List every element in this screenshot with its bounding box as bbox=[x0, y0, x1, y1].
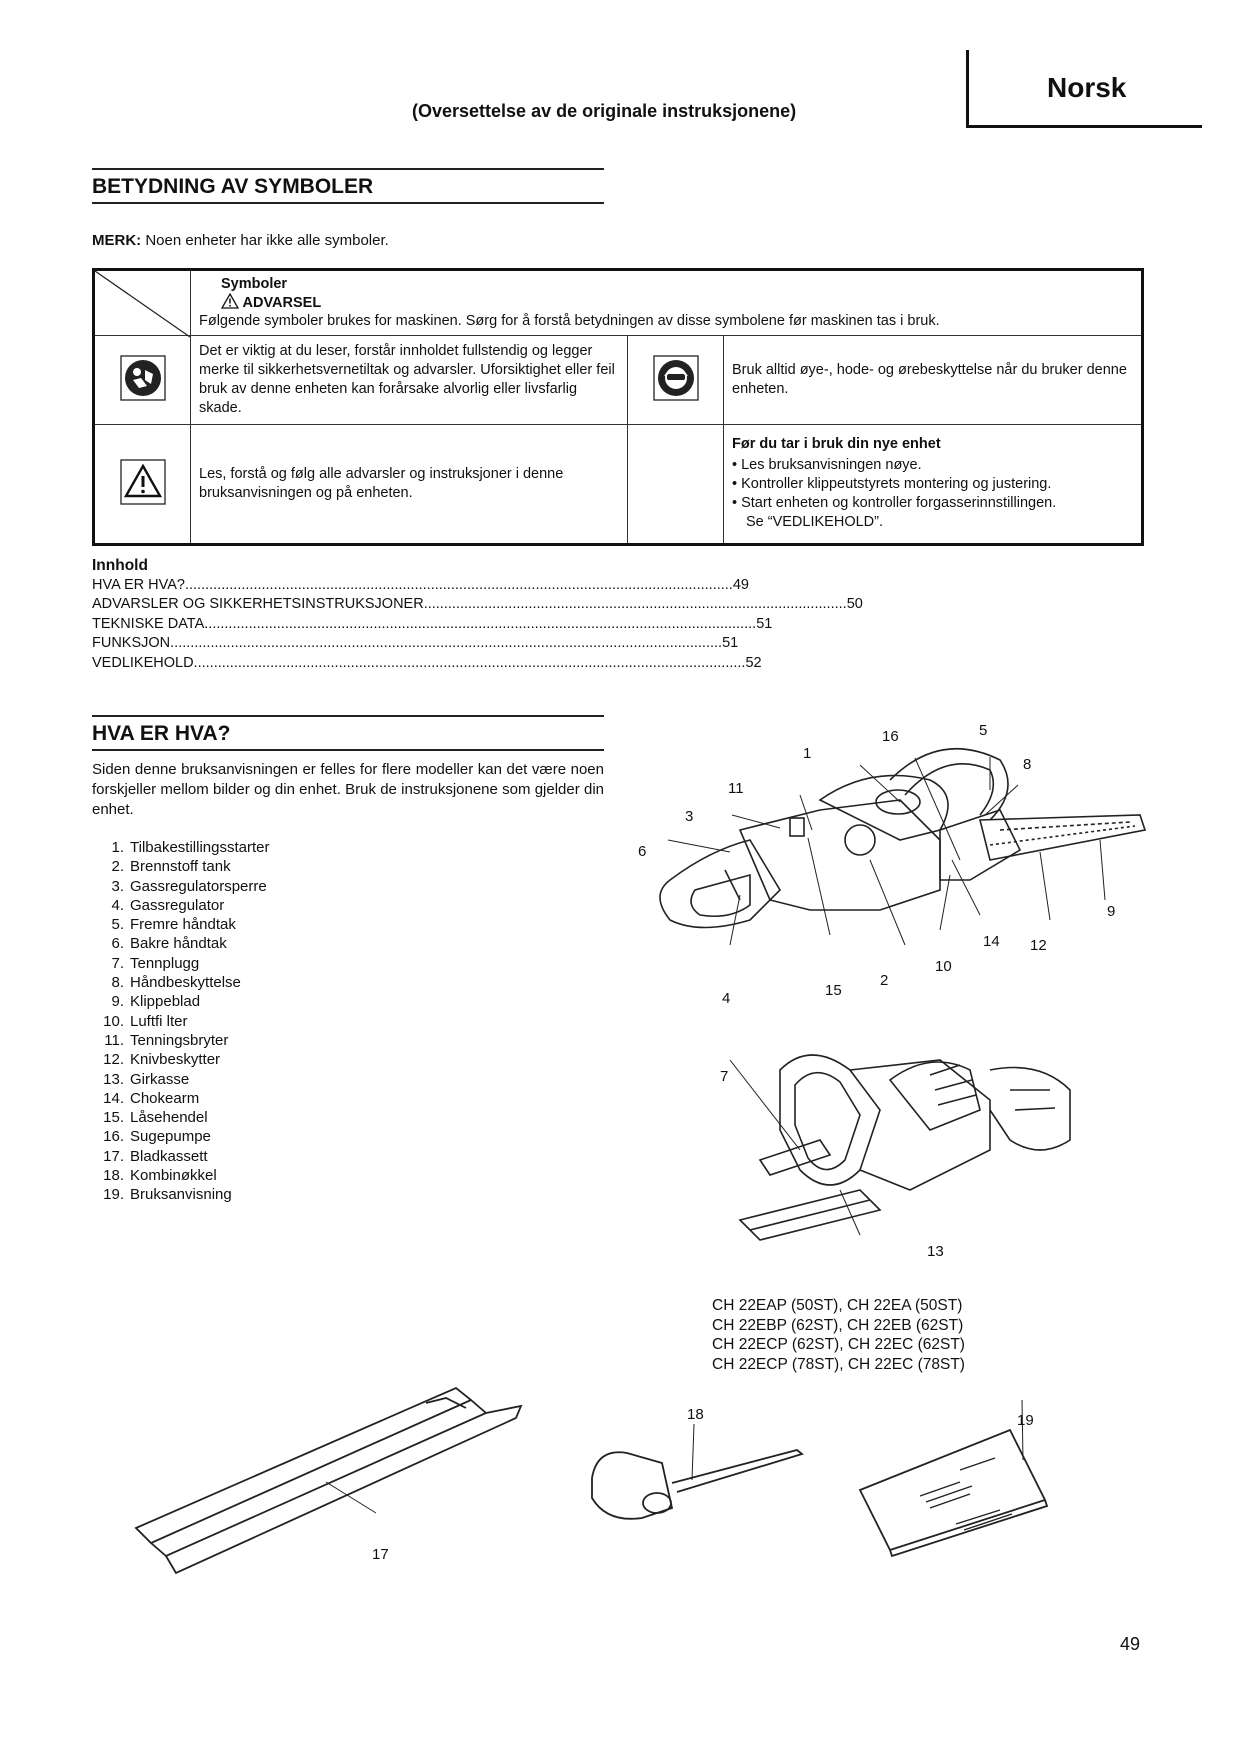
section-rule-top bbox=[92, 715, 604, 717]
note-text: Noen enheter har ikke alle symboler. bbox=[141, 232, 389, 249]
callout-label: 17 bbox=[372, 1546, 389, 1563]
toc-entry[interactable]: HVA ER HVA? ........................................................................................................................................ 49 bbox=[92, 576, 749, 593]
page-subtitle: (Oversettelse av de originale instruksjonene) bbox=[412, 101, 797, 121]
before-use-item: Se “VEDLIKEHOLD”. bbox=[746, 514, 883, 530]
before-use-item: • Start enheten og kontroller forgasserinnstillingen. bbox=[732, 495, 1057, 511]
toc-title: Innhold bbox=[92, 557, 148, 574]
callout-label: 6 bbox=[638, 843, 647, 860]
blade-cassette-illustration bbox=[126, 1378, 526, 1578]
engine-detail-illustration bbox=[740, 1040, 1080, 1250]
warning-label: ADVARSEL bbox=[242, 295, 322, 311]
what-is-what-title: HVA ER HVA? bbox=[92, 722, 231, 745]
warning-text: Les, forstå og følg alle advarsler og instruksjoner i denne bruksanvisningen og på enheten. bbox=[191, 425, 628, 545]
list-item: 7. Tennplugg bbox=[111, 954, 200, 972]
callout-label: 9 bbox=[1107, 903, 1116, 920]
note bbox=[92, 232, 389, 249]
parts-list bbox=[92, 838, 270, 1205]
model-line: CH 22EAP (50ST), CH 22EA (50ST) bbox=[712, 1297, 963, 1314]
callout-label: 3 bbox=[685, 808, 694, 825]
list-item: 8. Håndbeskyttelse bbox=[111, 974, 241, 992]
callout-label: 14 bbox=[983, 933, 1000, 950]
before-use-item: • Kontroller klippeutstyrets montering og justering. bbox=[732, 476, 1052, 492]
intro-paragraph: Siden denne bruksanvisningen er felles for flere modeller kan det være noen forskjeller mellom bilder og din enhet. Bruk de instruksjonene som gjelder din enhet. bbox=[92, 761, 604, 818]
symbols-header-text: Følgende symboler brukes for maskinen. Sørg for å forstå betydningen av disse symbolene før maskinen tas i bruk. bbox=[199, 313, 940, 329]
table-of-contents bbox=[92, 556, 863, 673]
page-number: 49 bbox=[1120, 1634, 1141, 1654]
model-line: CH 22EBP (62ST), CH 22EB (62ST) bbox=[712, 1316, 964, 1334]
callout-label: 11 bbox=[728, 780, 744, 797]
callout-label: 13 bbox=[927, 1243, 944, 1260]
symbols-header bbox=[191, 270, 1143, 336]
list-item: 5. Fremre håndtak bbox=[111, 916, 236, 934]
list-item: 2. Brennstoff tank bbox=[111, 858, 231, 876]
callout-label: 4 bbox=[722, 990, 731, 1007]
callout-label: 12 bbox=[1030, 937, 1047, 954]
list-item: 1. Tilbakestillingsstarter bbox=[111, 839, 270, 856]
note-label: MERK: bbox=[92, 232, 142, 249]
symbols-section-title: BETYDNING AV SYMBOLER bbox=[92, 175, 374, 198]
combination-wrench-illustration bbox=[582, 1418, 812, 1538]
read-manual-icon bbox=[119, 354, 167, 402]
list-item: 18. Kombinøkkel bbox=[103, 1167, 217, 1185]
before-use-title: Før du tar i bruk din nye enhet bbox=[732, 436, 941, 452]
callout-label: 7 bbox=[720, 1068, 729, 1085]
protection-text: Bruk alltid øye-, hode- og ørebeskyttelse når du bruker denne enheten. bbox=[724, 336, 1143, 425]
list-item: 12. Knivbeskytter bbox=[103, 1051, 221, 1069]
toc-entry[interactable]: VEDLIKEHOLD ......................................................................................................................................... 52 bbox=[92, 654, 762, 671]
model-list bbox=[712, 1296, 965, 1374]
read-manual-icon-cell bbox=[94, 336, 191, 425]
section-rule-bottom bbox=[92, 202, 604, 204]
hedge-trimmer-illustration bbox=[640, 720, 1160, 1010]
callout-label: 16 bbox=[882, 728, 899, 745]
list-item: 14. Chokearm bbox=[103, 1089, 200, 1107]
toc-entry[interactable]: FUNKSJON ......................................................................................................................................... 51 bbox=[92, 635, 739, 651]
list-item: 19. Bruksanvisning bbox=[103, 1186, 232, 1204]
model-line: CH 22ECP (62ST), CH 22EC (62ST) bbox=[712, 1336, 965, 1353]
empty-icon-cell bbox=[628, 425, 724, 545]
protection-icon-cell bbox=[628, 336, 724, 425]
callout-label: 2 bbox=[880, 972, 889, 989]
symbols-header-title: Symboler bbox=[221, 276, 288, 292]
symbols-table bbox=[92, 268, 1144, 546]
list-item: 6. Bakre håndtak bbox=[111, 935, 227, 953]
list-item: 3. Gassregulatorsperre bbox=[111, 877, 267, 895]
list-item: 11. Tenningsbryter bbox=[104, 1031, 229, 1049]
protection-icon bbox=[652, 354, 700, 402]
callout-label: 1 bbox=[803, 745, 812, 762]
warning-symbol-icon bbox=[119, 458, 167, 506]
callout-label: 15 bbox=[825, 982, 842, 999]
read-manual-text: Det er viktig at du leser, forstår innholdet fullstendig og legger merke til sikkerhetsvernetiltak og advarsler. Uforsiktighet eller feil bruk av denne enheten kan forårsake alvorlig eller livsfarlig skade. bbox=[191, 336, 628, 425]
before-use-cell bbox=[724, 425, 1143, 545]
list-item: 16. Sugepumpe bbox=[103, 1128, 211, 1146]
section-rule-bottom bbox=[92, 749, 604, 751]
toc-entry[interactable]: ADVARSLER OG SIKKERHETSINSTRUKSJONER ......................................................................................................... 50 bbox=[92, 596, 863, 612]
list-item: 10. Luftfi lter bbox=[103, 1012, 188, 1030]
warning-line bbox=[221, 293, 1133, 312]
before-use-list bbox=[732, 456, 1133, 532]
list-item: 4. Gassregulator bbox=[111, 896, 225, 914]
callout-label: 18 bbox=[687, 1406, 704, 1423]
callout-label: 8 bbox=[1023, 756, 1032, 773]
callout-label: 5 bbox=[979, 722, 988, 739]
warning-triangle-icon bbox=[221, 293, 239, 309]
callout-label: 19 bbox=[1017, 1412, 1034, 1429]
callout-label: 10 bbox=[935, 958, 952, 975]
model-line: CH 22ECP (78ST), CH 22EC (78ST) bbox=[712, 1355, 965, 1373]
language-box bbox=[966, 50, 1202, 128]
list-item: 9. Klippeblad bbox=[111, 993, 201, 1011]
list-item: 15. Låsehendel bbox=[103, 1109, 208, 1127]
language-label: Norsk bbox=[1047, 72, 1127, 103]
before-use-item: • Les bruksanvisningen nøye. bbox=[732, 457, 922, 473]
diagonal-cell bbox=[94, 270, 191, 336]
list-item: 13. Girkasse bbox=[103, 1070, 190, 1088]
toc-entry[interactable]: TEKNISKE DATA ......................................................................................................................................... 51 bbox=[92, 615, 773, 632]
warning-icon-cell bbox=[94, 425, 191, 545]
list-item: 17. Bladkassett bbox=[103, 1147, 208, 1165]
section-rule-top bbox=[92, 168, 604, 170]
diagonal-line-icon bbox=[95, 271, 190, 337]
